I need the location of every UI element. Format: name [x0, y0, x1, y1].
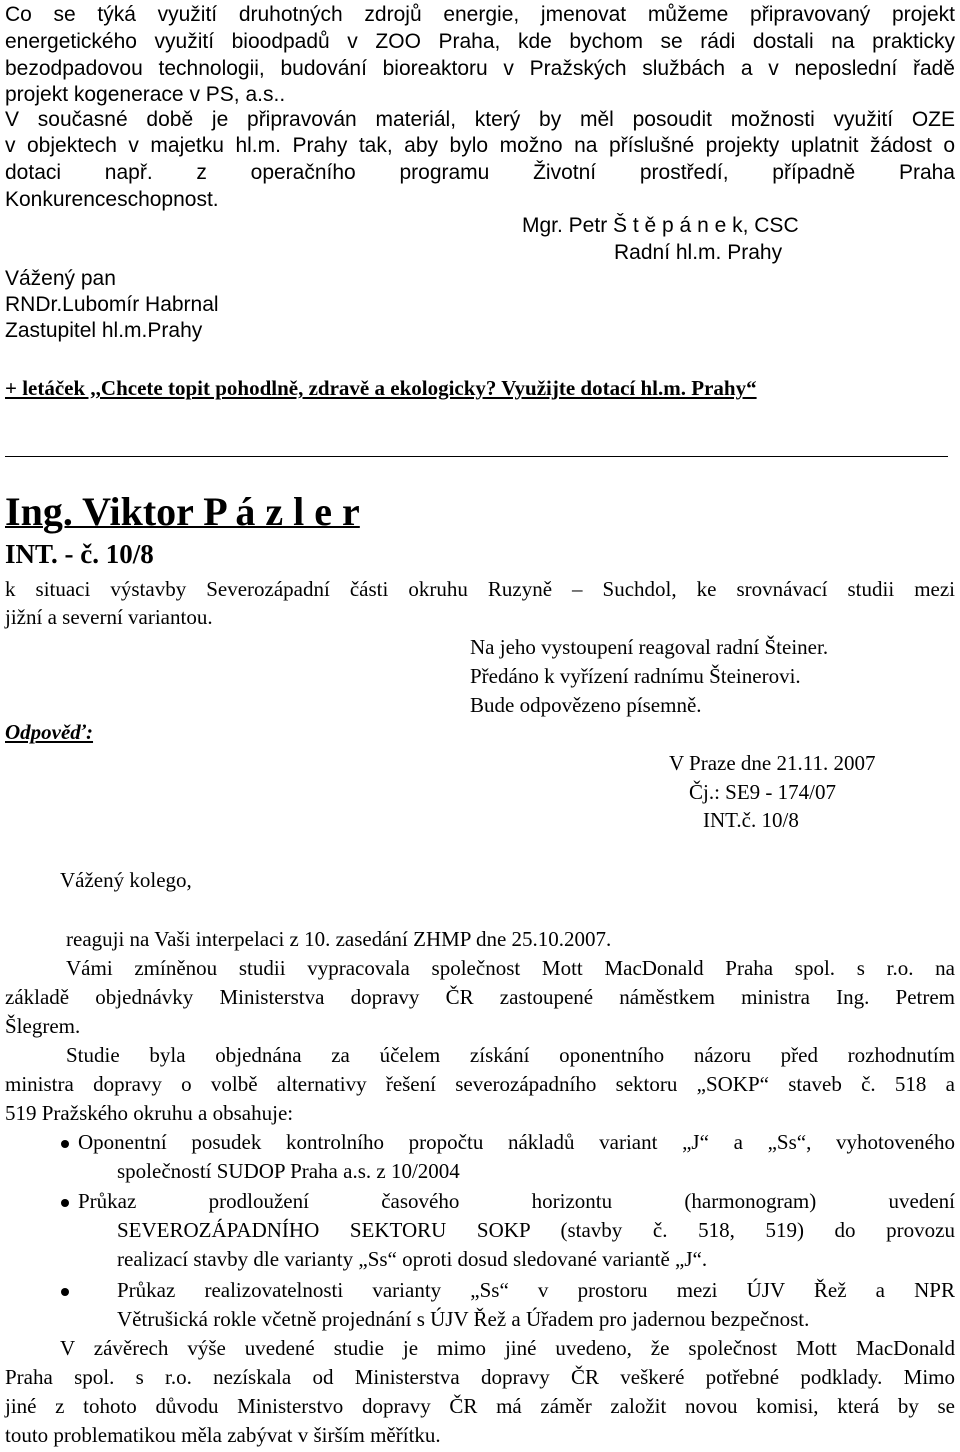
bullet-icon [61, 1199, 69, 1207]
text-line: bezodpadovou technologii, budování bioreaktoru v Pražských službách a v neposlední řadě [5, 57, 955, 80]
text-line: Co se týká využití druhotných zdrojů energie, jmenovat můžeme připravovaný projekt [5, 3, 955, 26]
text-line: projekt kogenerace v PS, a.s.. [5, 83, 286, 106]
bullet-icon [61, 1140, 69, 1148]
paragraph-line: reaguji na Vaši interpelaci z 10. zasedání ZHMP dne 25.10.2007. [66, 927, 612, 951]
paragraph-line: Studie byla objednána za účelem získání oponentního názoru před rozhodnutím [66, 1043, 955, 1067]
section-divider [5, 456, 948, 457]
bullet-icon [61, 1288, 69, 1296]
note-line: Na jeho vystoupení reagoval radní Šteiner. [470, 635, 829, 659]
text-line: energetického využití bioodpadů v ZOO Praha, kde bychom se rádi dostali na prakticky [5, 30, 955, 53]
paragraph-line: základě objednávky Ministerstva dopravy ČR zastoupené náměstkem ministra Ing. Petrem [5, 985, 955, 1009]
bullet-line: SEVEROZÁPADNÍHO SEKTORU SOKP (stavby č. 518, 519) do provozu [117, 1218, 955, 1242]
note-line: Bude odpovězeno písemně. [470, 693, 702, 717]
conclusion-line: V závěrech výše uvedené studie je mimo jiné uvedeno, že společnost Mott MacDonald [60, 1336, 955, 1360]
text-line: dotaci např. z operačního programu Životní prostředí, případně Praha [5, 161, 955, 184]
text-line: Konkurenceschopnost. [5, 188, 219, 211]
paragraph-line: Šlegrem. [5, 1014, 81, 1038]
addressee-title: Zastupitel hl.m.Prahy [5, 319, 203, 342]
letter-date: V Praze dne 21.11. 2007 [669, 751, 876, 775]
letter-salutation: Vážený kolego, [60, 868, 192, 892]
addressee-name: RNDr.Lubomír Habrnal [5, 293, 219, 316]
text-line: v objektech v majetku hl.m. Prahy tak, aby bylo možno na příslušné projekty uplatnit žádost o [5, 134, 955, 157]
letter-int-reference: INT.č. 10/8 [703, 808, 799, 832]
bullet-line: Průkaz realizovatelnosti varianty „Ss“ v prostoru mezi ÚJV Řež a NPR [117, 1278, 955, 1302]
bullet-line: Oponentní posudek kontrolního propočtu nákladů variant „J“ a „Ss“, vyhotoveného [78, 1130, 955, 1154]
signature-title: Radní hl.m. Prahy [614, 241, 783, 264]
subject-line: jižní a severní variantou. [5, 605, 213, 629]
conclusion-line: jiné z tohoto důvodu Ministerstvo dopravy ČR má záměr založit novou komisi, která by se [5, 1394, 955, 1418]
bullet-line: společností SUDOP Praha a.s. z 10/2004 [117, 1159, 460, 1183]
text-line: V současné době je připravován materiál, který by měl posoudit možnosti využití OZE [5, 108, 955, 131]
bullet-line: realizací stavby dle varianty „Ss“ oproti dosud sledované variantě „J“. [117, 1247, 708, 1271]
addressee-salutation: Vážený pan [5, 267, 116, 290]
answer-label: Odpověď: [5, 720, 94, 744]
paragraph-line: 519 Pražského okruhu a obsahuje: [5, 1101, 294, 1125]
note-line: Předáno k vyřízení radnímu Šteinerovi. [470, 664, 801, 688]
conclusion-line: Praha spol. s r.o. nezískala od Ministerstva dopravy ČR veškeré potřebné podklady. Mimo [5, 1365, 955, 1389]
subject-line: k situaci výstavby Severozápadní části okruhu Ruzyně – Suchdol, ke srovnávací studii mezi [5, 577, 955, 601]
paragraph-line: Vámi zmíněnou studii vypracovala společnost Mott MacDonald Praha spol. s r.o. na [66, 956, 955, 980]
bullet-line: Průkaz prodloužení časového horizontu (harmonogram) uvedení [78, 1189, 955, 1213]
interpellation-number: INT. - č. 10/8 [5, 539, 154, 569]
leaflet-link: + letáček ,,Chcete topit pohodlně, zdravě a ekologicky? Využijte dotací hl.m. Prahy“ [5, 376, 757, 400]
paragraph-line: ministra dopravy o volbě alternativy řešení severozápadního sektoru „SOKP“ staveb č. 518 a [5, 1072, 955, 1096]
conclusion-line: touto problematikou měla zabývat v širším měřítku. [5, 1423, 441, 1447]
signature-name: Mgr. Petr Š t ě p á n e k, CSC [522, 214, 799, 237]
interpellator-name: Ing. Viktor P á z l e r [5, 489, 360, 534]
letter-reference: Čj.: SE9 - 174/07 [689, 780, 837, 804]
bullet-line: Větrušická rokle včetně projednání s ÚJV Řež a Úřadem pro jadernou bezpečnost. [117, 1307, 810, 1331]
